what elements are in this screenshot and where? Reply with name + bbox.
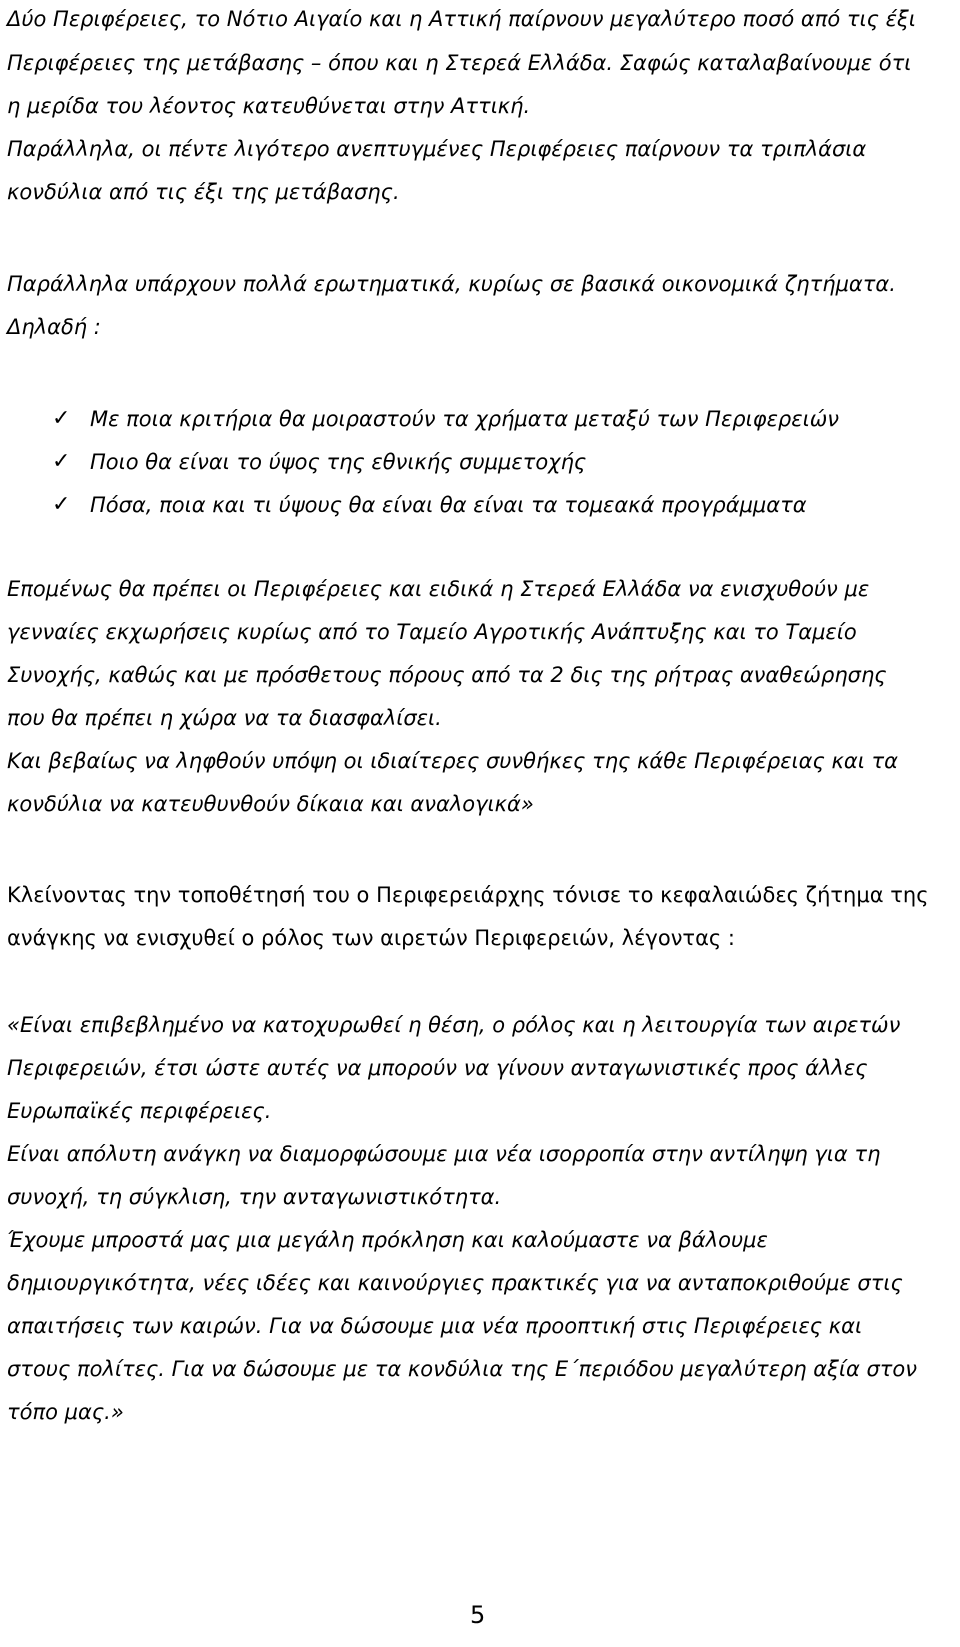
- check-icon: ✓: [52, 449, 71, 474]
- paragraph-5-line-2: Περιφερειών, έτσι ώστε αυτές να μπορούν να γίνουν ανταγωνιστικές προς άλλες: [7, 1056, 868, 1080]
- check-icon: ✓: [52, 492, 71, 517]
- paragraph-5-line-9: στους πολίτες. Για να δώσουμε με τα κονδύλια της Ε΄περιόδου μεγαλύτερη αξία στον: [7, 1357, 918, 1381]
- paragraph-5-line-8: απαιτήσεις των καιρών. Για να δώσουμε μια νέα προοπτική στις Περιφέρειες και: [7, 1314, 863, 1338]
- paragraph-3-line-4: που θα πρέπει η χώρα να τα διασφαλίσει.: [7, 706, 442, 730]
- paragraph-3-line-5: Και βεβαίως να ληφθούν υπόψη οι ιδιαίτερες συνθήκες της κάθε Περιφέρειας και τα: [7, 749, 898, 773]
- paragraph-1-line-5: κονδύλια από τις έξι της μετάβασης.: [7, 180, 400, 204]
- paragraph-3-line-1: Επομένως θα πρέπει οι Περιφέρειες και ειδικά η Στερεά Ελλάδα να ενισχυθούν με: [7, 577, 870, 601]
- paragraph-3-line-3: Συνοχής, καθώς και με πρόσθετους πόρους από τα 2 δις της ρήτρας αναθεώρησης: [7, 663, 887, 687]
- checklist-item: Ποιο θα είναι το ύψος της εθνικής συμμετοχής: [90, 450, 587, 474]
- paragraph-1-line-2: Περιφέρειες της μετάβασης – όπου και η Στερεά Ελλάδα. Σαφώς καταλαβαίνουμε ότι: [7, 51, 912, 75]
- paragraph-5-line-3: Ευρωπαϊκές περιφέρειες.: [7, 1099, 272, 1123]
- paragraph-3-line-2: γενναίες εκχωρήσεις κυρίως από το Ταμείο Αγροτικής Ανάπτυξης και το Ταμείο: [7, 620, 857, 644]
- paragraph-5-line-6: Έχουμε μπροστά μας μια μεγάλη πρόκληση και καλούμαστε να βάλουμε: [7, 1228, 768, 1252]
- checklist-item: Πόσα, ποια και τι ύψους θα είναι θα είναι τα τομεακά προγράμματα: [90, 493, 807, 517]
- paragraph-5-line-5: συνοχή, τη σύγκλιση, την ανταγωνιστικότητα.: [7, 1185, 502, 1209]
- paragraph-5-line-1: «Είναι επιβεβλημένο να κατοχυρωθεί η θέση, ο ρόλος και η λειτουργία των αιρετών: [7, 1013, 901, 1037]
- paragraph-1-line-1: Δύο Περιφέρειες, το Νότιο Αιγαίο και η Αττική παίρνουν μεγαλύτερο ποσό από τις έξι: [7, 7, 916, 31]
- paragraph-1-line-3: η μερίδα του λέοντος κατευθύνεται στην Αττική.: [7, 94, 531, 118]
- paragraph-4-line-2: ανάγκης να ενισχυθεί ο ρόλος των αιρετών Περιφερειών, λέγοντας :: [7, 926, 735, 950]
- paragraph-1-line-4: Παράλληλα, οι πέντε λιγότερο ανεπτυγμένες Περιφέρειες παίρνουν τα τριπλάσια: [7, 137, 867, 161]
- paragraph-5-line-4: Είναι απόλυτη ανάγκη να διαμορφώσουμε μια νέα ισορροπία στην αντίληψη για τη: [7, 1142, 881, 1166]
- paragraph-2-line-2: Δηλαδή :: [7, 315, 101, 339]
- paragraph-4-line-1: Κλείνοντας την τοποθέτησή του ο Περιφερειάρχης τόνισε το κεφαλαιώδες ζήτημα της: [7, 883, 929, 907]
- paragraph-5-line-7: δημιουργικότητα, νέες ιδέες και καινούργιες πρακτικές για να ανταποκριθούμε στις: [7, 1271, 903, 1295]
- paragraph-5-line-10: τόπο μας.»: [7, 1400, 124, 1424]
- paragraph-3-line-6: κονδύλια να κατευθυνθούν δίκαια και αναλογικά»: [7, 792, 534, 816]
- check-icon: ✓: [52, 406, 71, 431]
- checklist-item: Με ποια κριτήρια θα μοιραστούν τα χρήματα μεταξύ των Περιφερειών: [90, 407, 840, 431]
- page-number: 5: [470, 1601, 486, 1629]
- paragraph-2-line-1: Παράλληλα υπάρχουν πολλά ερωτηματικά, κυρίως σε βασικά οικονομικά ζητήματα.: [7, 272, 896, 296]
